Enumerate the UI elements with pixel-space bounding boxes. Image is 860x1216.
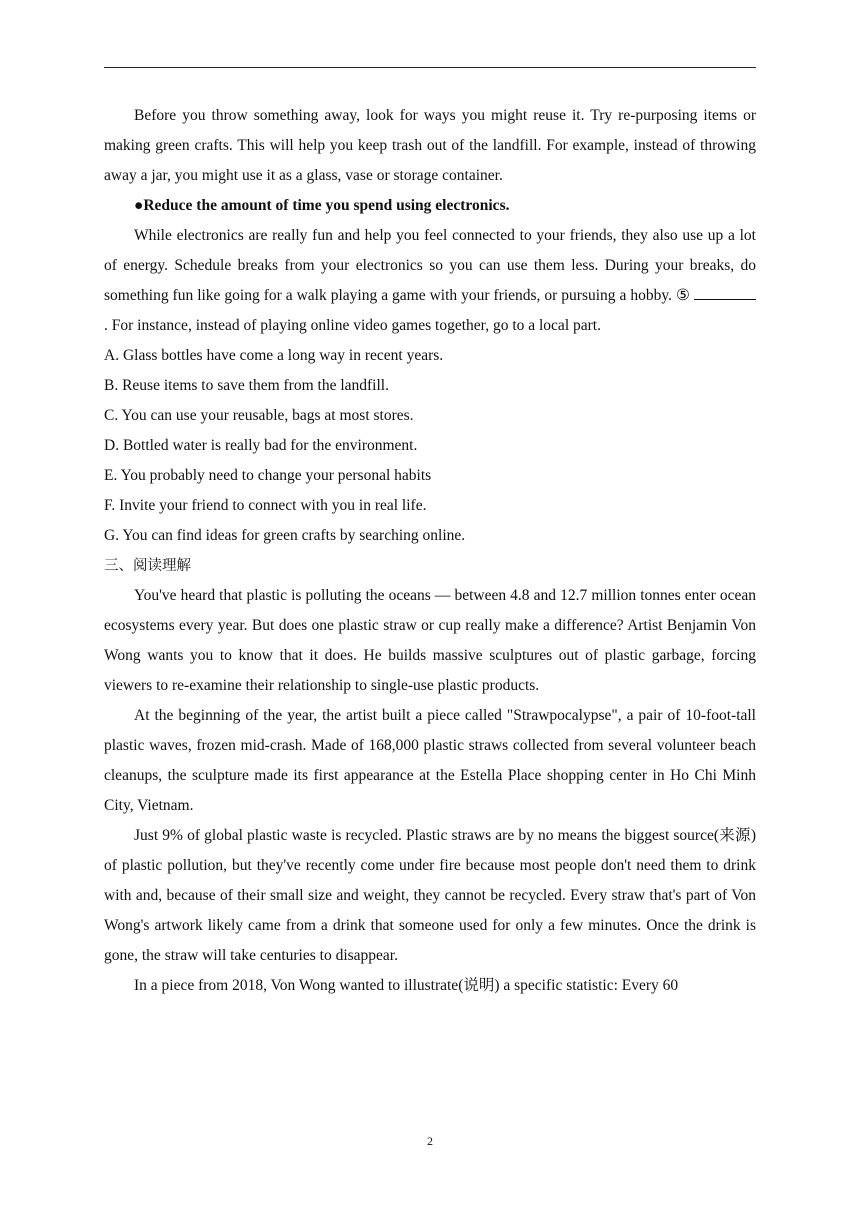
paragraph-reuse: Before you throw something away, look for ways you might reuse it. Try re-purposing items or making green crafts. This will help you keep trash out of the landfill. For example, instead of throwing away a jar, you might use it as a glass, vase or storage container.	[104, 107, 756, 184]
reading-paragraph-4: In a piece from 2018, Von Wong wanted to illustrate(说明) a specific statistic: Every 60	[134, 977, 679, 994]
option-d: D. Bottled water is really bad for the environment.	[104, 437, 418, 454]
option-c: C. You can use your reusable, bags at most stores.	[104, 407, 414, 424]
paragraph-electronics-tail: . For instance, instead of playing online video games together, go to a local part.	[104, 317, 601, 334]
option-f: F. Invite your friend to connect with you in real life.	[104, 497, 427, 514]
answer-blank	[694, 285, 756, 300]
paragraph-electronics	[104, 221, 756, 341]
blank-number: ⑤	[676, 287, 690, 304]
option-e: E. You probably need to change your personal habits	[104, 467, 432, 484]
option-g: G. You can find ideas for green crafts by searching online.	[104, 527, 466, 544]
reading-paragraph-2: At the beginning of the year, the artist built a piece called "Strawpocalypse", a pair of 10-foot-tall plastic waves, frozen mid-crash. Made of 168,000 plastic straws collected from several volunteer beach cleanups, the sculpture made its first appearance at the Estella Place shopping center in Ho Chi Minh City, Vietnam.	[104, 707, 756, 814]
document-body	[104, 101, 756, 1001]
reading-paragraph-3: Just 9% of global plastic waste is recycled. Plastic straws are by no means the biggest source(来源) of plastic pollution, but they've recently come under fire because most people don't need them to drink with and, because of their small size and weight, they cannot be recycled. Every straw that's part of Von Wong's artwork likely came from a drink that someone used for only a few minutes. Once the drink is gone, the straw will take centuries to disappear.	[104, 827, 756, 964]
header-rule	[104, 67, 756, 68]
section-title: 三、阅读理解	[104, 558, 191, 574]
reading-paragraph-1: You've heard that plastic is polluting the oceans — between 4.8 and 12.7 million tonnes enter ocean ecosystems every year. But does one plastic straw or cup really make a difference? Artist Benjamin Von Wong wants you to know that it does. He builds massive sculptures out of plastic garbage, forcing viewers to re-examine their relationship to single-use plastic products.	[104, 587, 756, 694]
paragraph-electronics-text: While electronics are really fun and help you feel connected to your friends, they also use up a lot of energy. Schedule breaks from your electronics so you can use them less. During your breaks, do something fun like going for a walk playing a game with your friends, or pursuing a hobby.	[104, 227, 756, 304]
page-number: 2	[427, 1134, 433, 1148]
option-b: B. Reuse items to save them from the landfill.	[104, 377, 389, 394]
option-a: A. Glass bottles have come a long way in recent years.	[104, 347, 444, 364]
heading-electronics: ●Reduce the amount of time you spend using electronics.	[134, 197, 510, 214]
